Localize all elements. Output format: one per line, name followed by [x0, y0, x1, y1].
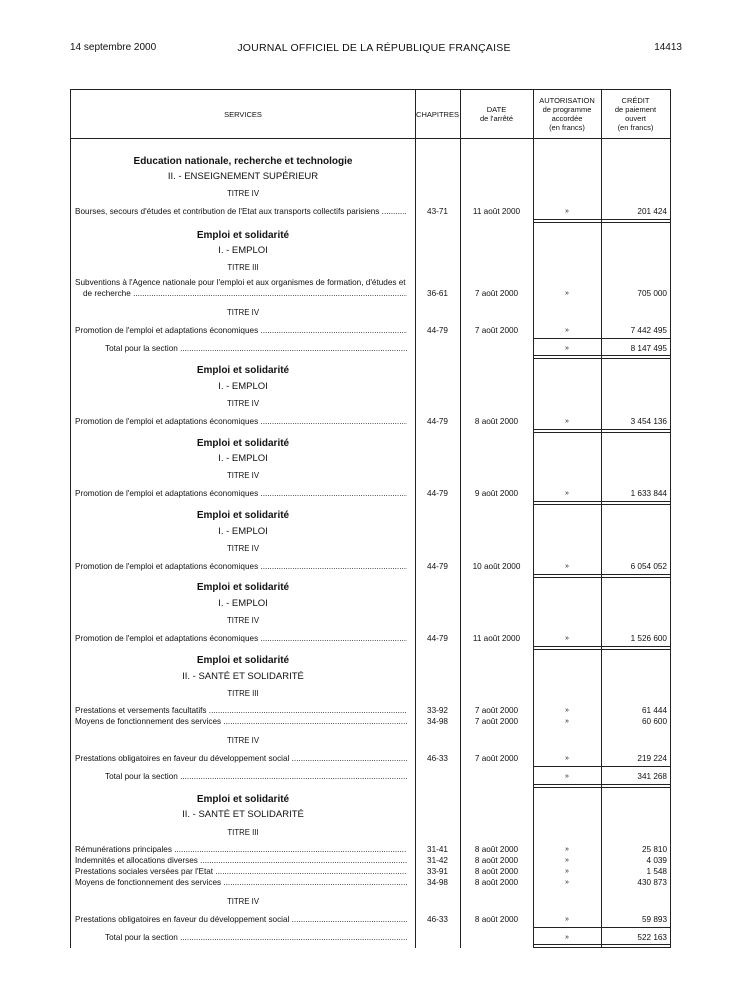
row-date: 8 août 2000 — [474, 878, 519, 887]
row-date: 9 août 2000 — [474, 489, 519, 498]
section-heading: I. - EMPLOI — [218, 381, 268, 392]
row-date: 7 août 2000 — [474, 717, 519, 726]
subtotal-rule — [533, 927, 670, 928]
row-chapitre: 44-79 — [427, 417, 448, 426]
row-chapitre: 43-71 — [427, 207, 448, 216]
row-chapitre: 44-79 — [427, 634, 448, 643]
total-credit: 341 268 — [637, 772, 667, 781]
block-rule — [533, 784, 670, 788]
row-date: 8 août 2000 — [474, 915, 519, 924]
row-label: Indemnités et allocations diverses ..... — [75, 856, 407, 866]
block-rule — [533, 355, 670, 359]
ministry-heading: Emploi et solidarité — [196, 365, 290, 376]
row-label: Promotion de l'emploi et adaptations économiques ..... — [75, 326, 407, 336]
row-credit: 6 054 052 — [630, 562, 667, 571]
section-heading: II. - SANTÉ ET SOLIDARITÉ — [182, 671, 304, 682]
titre-heading: TITRE IV — [226, 471, 260, 480]
col-header-date: DATE de l'arrêté — [479, 105, 514, 123]
row-label: Moyens de fonctionnement des services ..... — [75, 717, 407, 727]
row-chapitre: 31-42 — [427, 856, 448, 865]
row-date: 8 août 2000 — [474, 417, 519, 426]
row-credit: 201 424 — [637, 207, 667, 216]
row-date: 8 août 2000 — [474, 856, 519, 865]
block-rule — [533, 574, 670, 578]
titre-heading: TITRE III — [227, 263, 259, 272]
ministry-heading: Emploi et solidarité — [196, 438, 290, 449]
titre-heading: TITRE IV — [226, 399, 260, 408]
total-label: Total pour la section ..... — [105, 933, 407, 943]
section-heading: II. - SANTÉ ET SOLIDARITÉ — [182, 809, 304, 820]
row-date: 7 août 2000 — [474, 706, 519, 715]
row-credit: 1 548 — [646, 867, 667, 876]
header-rule — [71, 138, 670, 139]
row-date: 7 août 2000 — [474, 326, 519, 335]
row-label: Promotion de l'emploi et adaptations économiques ..... — [75, 417, 407, 427]
row-label: Bourses, secours d'études et contribution de l'Etat aux transports collectifs parisiens ..... — [75, 207, 407, 217]
journal-title: JOURNAL OFFICIEL DE LA RÉPUBLIQUE FRANÇAISE — [237, 42, 511, 54]
ministry-heading: Emploi et solidarité — [196, 655, 290, 666]
ministry-heading: Emploi et solidarité — [196, 230, 290, 241]
section-heading: I. - EMPLOI — [218, 526, 268, 537]
row-chapitre: 33-92 — [427, 706, 448, 715]
ministry-heading: Education nationale, recherche et technologie — [133, 156, 353, 167]
row-credit: 61 444 — [641, 706, 667, 715]
row-autorisation: » — [565, 635, 569, 642]
total-credit: 522 163 — [637, 933, 667, 942]
row-autorisation: » — [565, 755, 569, 762]
row-autorisation: » — [565, 868, 569, 875]
section-heading: I. - EMPLOI — [218, 453, 268, 464]
section-heading: I. - EMPLOI — [218, 598, 268, 609]
row-date: 7 août 2000 — [474, 289, 519, 298]
col-header-services: SERVICES — [224, 109, 262, 119]
row-chapitre: 31-41 — [427, 845, 448, 854]
col-divider — [415, 90, 416, 948]
row-label: Prestations obligatoires en faveur du développement social ..... — [75, 915, 407, 925]
credits-table — [70, 89, 671, 948]
row-credit: 59 893 — [641, 915, 667, 924]
row-chapitre: 46-33 — [427, 754, 448, 763]
block-rule — [533, 429, 670, 433]
row-chapitre: 34-98 — [427, 717, 448, 726]
block-rule — [533, 501, 670, 505]
titre-heading: TITRE IV — [226, 544, 260, 553]
row-autorisation: » — [565, 916, 569, 923]
row-credit: 4 039 — [646, 856, 667, 865]
total-label: Total pour la section ..... — [105, 344, 407, 354]
col-header-autorisation: AUTORISATION de programme accordée (en francs) — [539, 96, 595, 132]
total-autorisation: » — [565, 934, 569, 941]
page-number: 14413 — [654, 42, 682, 53]
subtotal-rule — [533, 766, 670, 767]
header-date: 14 septembre 2000 — [70, 42, 157, 53]
total-autorisation: » — [565, 773, 569, 780]
row-date: 10 août 2000 — [472, 562, 521, 571]
row-autorisation: » — [565, 718, 569, 725]
row-autorisation: » — [565, 490, 569, 497]
block-rule — [533, 944, 670, 948]
row-autorisation: » — [565, 418, 569, 425]
total-autorisation: » — [565, 345, 569, 352]
row-chapitre: 34-98 — [427, 878, 448, 887]
row-credit: 7 442 495 — [630, 326, 667, 335]
row-chapitre: 46-33 — [427, 915, 448, 924]
row-date: 8 août 2000 — [474, 845, 519, 854]
titre-heading: TITRE IV — [226, 897, 260, 906]
titre-heading: TITRE IV — [226, 616, 260, 625]
titre-heading: TITRE III — [227, 689, 259, 698]
row-credit: 3 454 136 — [630, 417, 667, 426]
row-autorisation: » — [565, 290, 569, 297]
ministry-heading: Emploi et solidarité — [196, 794, 290, 805]
row-label: Promotion de l'emploi et adaptations économiques ..... — [75, 562, 407, 572]
titre-heading: TITRE IV — [226, 189, 260, 198]
row-chapitre: 44-79 — [427, 562, 448, 571]
row-label: Rémunérations principales ..... — [75, 845, 407, 855]
row-label: Moyens de fonctionnement des services ..... — [75, 878, 407, 888]
row-autorisation: » — [565, 846, 569, 853]
row-autorisation: » — [565, 707, 569, 714]
row-credit: 705 000 — [637, 289, 667, 298]
row-date: 7 août 2000 — [474, 754, 519, 763]
row-label: Promotion de l'emploi et adaptations économiques ..... — [75, 634, 407, 644]
row-chapitre: 36-61 — [427, 289, 448, 298]
row-chapitre: 33-91 — [427, 867, 448, 876]
section-heading: I. - EMPLOI — [218, 245, 268, 256]
total-credit: 8 147 495 — [630, 344, 667, 353]
row-credit: 1 633 844 — [630, 489, 667, 498]
ministry-heading: Emploi et solidarité — [196, 582, 290, 593]
row-label-cont: de recherche ..... — [83, 289, 407, 299]
row-autorisation: » — [565, 327, 569, 334]
row-date: 11 août 2000 — [472, 207, 521, 216]
row-label: Promotion de l'emploi et adaptations économiques ..... — [75, 489, 407, 499]
row-credit: 60 600 — [641, 717, 667, 726]
col-divider — [460, 90, 461, 948]
row-label: Prestations et versements facultatifs ..... — [75, 706, 407, 716]
row-label: Prestations sociales versées par l'Etat ..... — [75, 867, 407, 877]
row-date: 11 août 2000 — [472, 634, 521, 643]
row-autorisation: » — [565, 857, 569, 864]
ministry-heading: Emploi et solidarité — [196, 510, 290, 521]
section-heading: II. - ENSEIGNEMENT SUPÉRIEUR — [167, 171, 319, 182]
row-autorisation: » — [565, 208, 569, 215]
row-autorisation: » — [565, 563, 569, 570]
row-label: Subventions à l'Agence nationale pour l'emploi et aux organismes de formation, d'études et — [75, 278, 406, 287]
row-credit: 25 810 — [641, 845, 667, 854]
row-credit: 430 873 — [637, 878, 667, 887]
row-label: Prestations obligatoires en faveur du développement social ..... — [75, 754, 407, 764]
row-date: 8 août 2000 — [474, 867, 519, 876]
col-header-credit: CRÉDIT de paiement ouvert (en francs) — [614, 96, 657, 132]
block-rule — [533, 219, 670, 223]
titre-heading: TITRE III — [227, 828, 259, 837]
col-header-chapitres: CHAPITRES — [416, 109, 459, 119]
row-credit: 1 526 600 — [630, 634, 667, 643]
row-chapitre: 44-79 — [427, 326, 448, 335]
titre-heading: TITRE IV — [226, 308, 260, 317]
row-autorisation: » — [565, 879, 569, 886]
row-credit: 219 224 — [637, 754, 667, 763]
row-chapitre: 44-79 — [427, 489, 448, 498]
subtotal-rule — [533, 338, 670, 339]
total-label: Total pour la section ..... — [105, 772, 407, 782]
titre-heading: TITRE IV — [226, 736, 260, 745]
block-rule — [533, 646, 670, 650]
